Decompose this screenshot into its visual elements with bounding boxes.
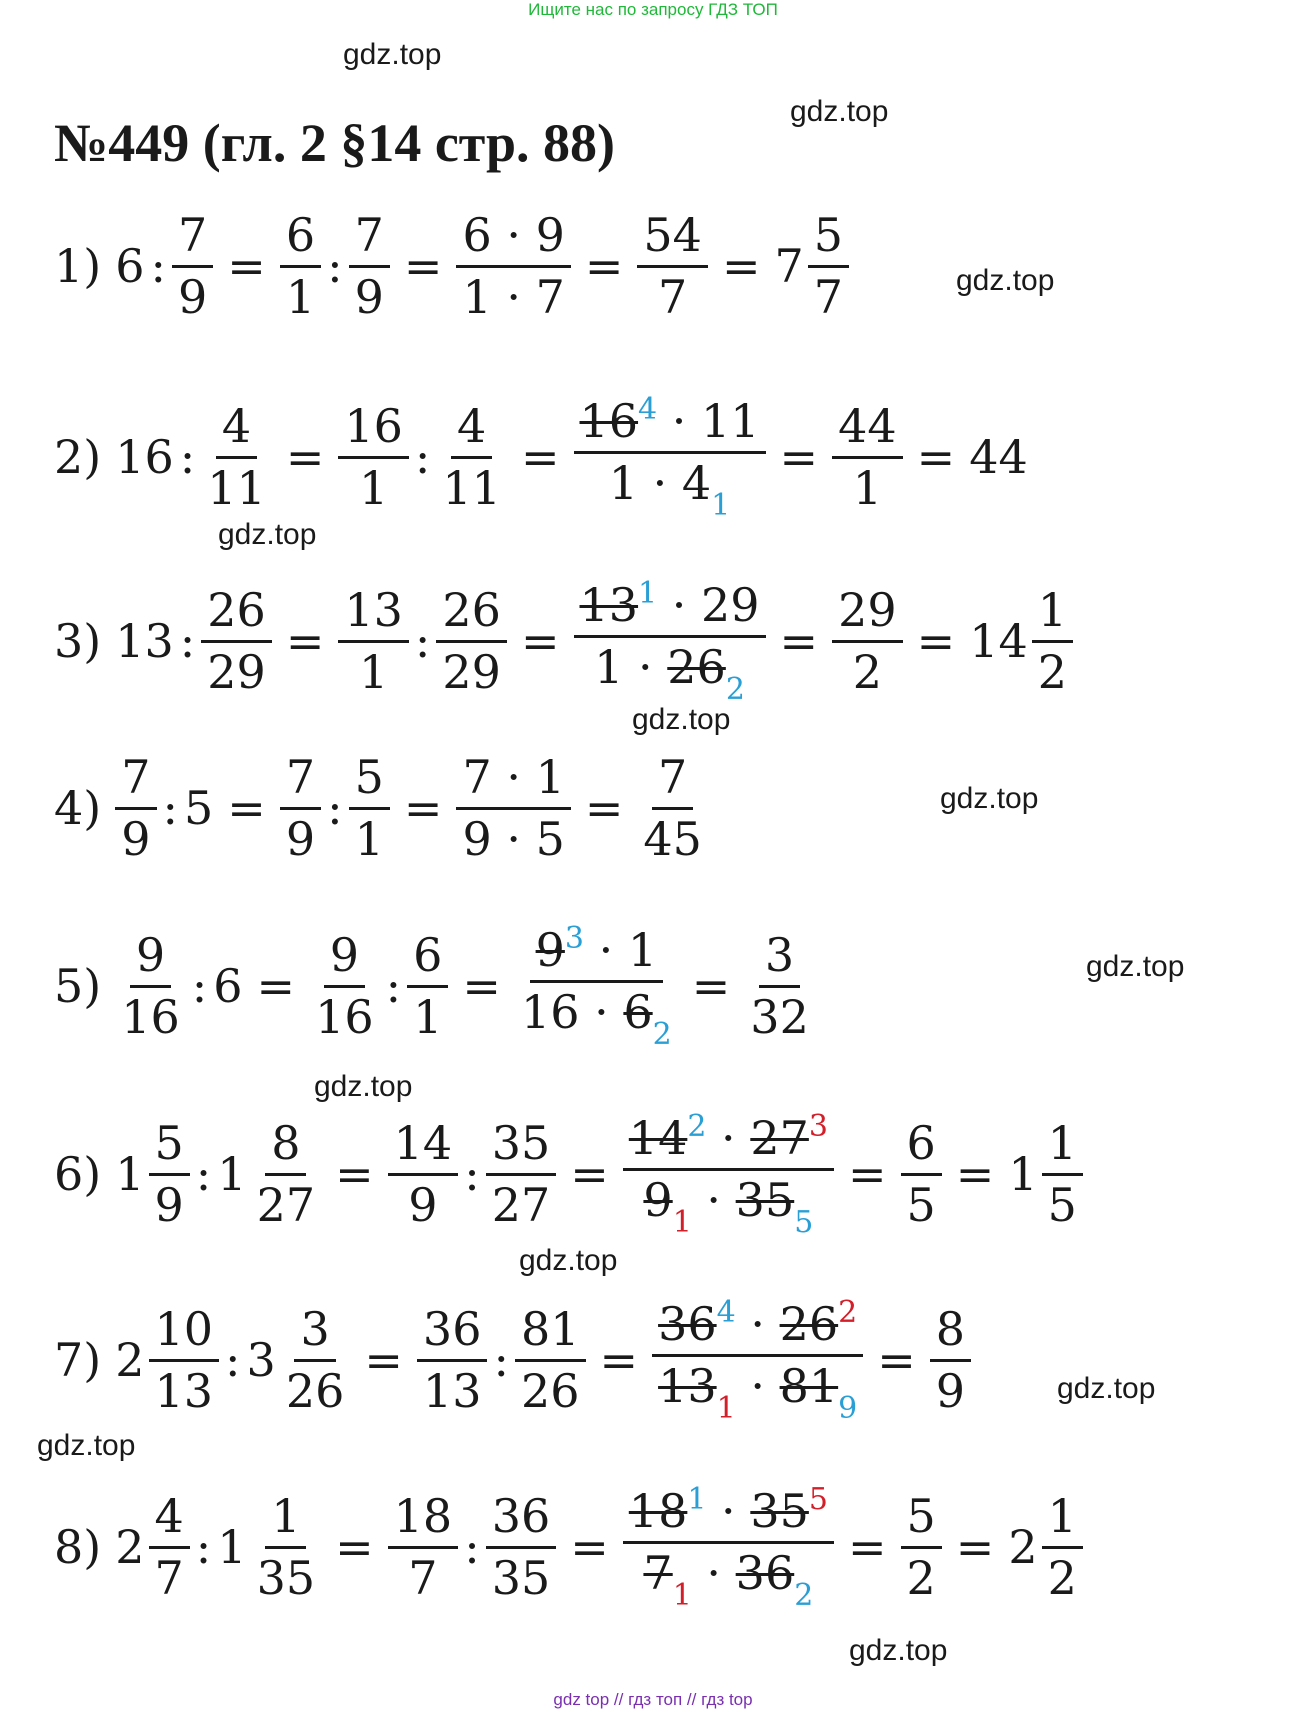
divide-sign: : <box>327 781 343 836</box>
fraction: $\frac{44}{1}$ <box>832 401 903 513</box>
watermark: gdz.top <box>940 782 1039 815</box>
fraction: $\frac{4}{11}$ <box>207 399 266 515</box>
watermark: gdz.top <box>790 95 889 128</box>
equals-sign: = <box>256 959 296 1014</box>
equals-sign: = <box>227 781 266 836</box>
fraction: $\frac{81}{26}$ <box>515 1304 586 1416</box>
bottom-banner: gdz top // гдз топ // гдз top <box>553 1690 753 1709</box>
page-title: №449 (гл. 2 §14 стр. 88) <box>54 113 615 173</box>
fraction: $\frac{5}{2}$ <box>901 1491 942 1603</box>
fraction: $\frac{26}{29}$ <box>436 585 507 697</box>
divide-sign: : <box>327 239 343 294</box>
fraction: $\frac{29}{2}$ <box>832 585 903 697</box>
fraction: $\frac{14}{9}$ <box>388 1118 459 1230</box>
equals-sign: = <box>721 239 761 294</box>
cancellation-fraction: $\frac{18^1 \cdot 35^5}{7_1 \cdot 36_2}$ <box>623 1483 834 1612</box>
whole-part: 1 <box>217 1520 247 1575</box>
fraction: $\frac{36}{35}$ <box>486 1491 557 1603</box>
equals-sign: = <box>584 239 624 294</box>
watermark: gdz.top <box>1057 1372 1156 1405</box>
watermark: gdz.top <box>218 518 317 551</box>
equals-sign: = <box>779 614 819 669</box>
problem-number: 1) <box>54 239 102 294</box>
problem-number: 4) <box>54 781 102 836</box>
fraction: $\frac{26}{29}$ <box>201 585 272 697</box>
equals-sign: = <box>584 781 624 836</box>
equals-sign: = <box>227 239 266 294</box>
watermark: gdz.top <box>37 1429 136 1462</box>
divide-sign: : <box>179 614 196 669</box>
problem-3 <box>54 577 1073 706</box>
fraction: $\frac{54}{7}$ <box>637 210 708 322</box>
fraction: $\frac{7}{9}$ <box>280 752 321 864</box>
problem-number: 7) <box>54 1333 102 1388</box>
problem-6 <box>54 1110 1083 1239</box>
divide-sign: : <box>162 781 178 836</box>
fraction: $\frac{36}{13}$ <box>417 1304 488 1416</box>
fraction: $\frac{8}{27}$ <box>256 1116 316 1232</box>
divide-sign: : <box>493 1333 509 1388</box>
divide-sign: : <box>179 430 196 485</box>
fraction: $\frac{10}{13}$ <box>149 1304 220 1416</box>
fraction: $\frac{3}{32}$ <box>750 928 809 1044</box>
cancellation-fraction: $\frac{14^2 \cdot 27^3}{9_1 \cdot 35_5}$ <box>623 1110 834 1239</box>
equals-sign: = <box>691 959 731 1014</box>
fraction: $\frac{6}{1}$ <box>407 930 448 1042</box>
watermark: gdz.top <box>1086 950 1185 983</box>
fraction: $\frac{35}{27}$ <box>486 1118 557 1230</box>
problem-number: 8) <box>54 1520 102 1575</box>
fraction: $\frac{7}{9}$ <box>349 210 390 322</box>
equals-sign: = <box>779 430 819 485</box>
fraction: $\frac{1}{2}$ <box>1042 1491 1083 1603</box>
whole-part: 2 <box>115 1333 145 1388</box>
fraction: $\frac{5}{9}$ <box>149 1118 190 1230</box>
divisor: 5 <box>184 781 214 836</box>
problem-8 <box>54 1483 1083 1612</box>
whole-part: 14 <box>969 614 1028 669</box>
equals-sign: = <box>335 1147 374 1202</box>
whole-part: 1 <box>1008 1147 1038 1202</box>
fraction: $\frac{1}{35}$ <box>256 1489 316 1605</box>
fraction: $\frac{5}{1}$ <box>349 752 390 864</box>
problem-1 <box>54 210 849 322</box>
equals-sign: = <box>877 1333 916 1388</box>
fraction: $\frac{6}{1}$ <box>280 210 321 322</box>
fraction: $\frac{6 \cdot 9}{1 \cdot 7}$ <box>456 210 570 322</box>
divisor: 6 <box>213 959 243 1014</box>
fraction: $\frac{8}{9}$ <box>930 1304 971 1416</box>
equals-sign: = <box>847 1520 887 1575</box>
dividend: 16 <box>115 430 174 485</box>
cancellation-fraction: $\frac{16^4 \cdot 11}{1 \cdot 4_1}$ <box>574 393 766 522</box>
divide-sign: : <box>414 614 431 669</box>
equals-sign: = <box>364 1333 403 1388</box>
equals-sign: = <box>520 614 560 669</box>
cancellation-fraction: $\frac{13^1 \cdot 29}{1 \cdot 26_2}$ <box>574 577 766 706</box>
problem-number: 3) <box>54 614 102 669</box>
whole-part: 7 <box>774 239 804 294</box>
fraction: $\frac{18}{7}$ <box>388 1491 459 1603</box>
problem-number: 2) <box>54 430 102 485</box>
watermark: gdz.top <box>849 1634 948 1667</box>
equals-sign: = <box>335 1520 374 1575</box>
equals-sign: = <box>285 614 325 669</box>
watermark: gdz.top <box>314 1070 413 1103</box>
fraction: $\frac{9}{16}$ <box>315 928 374 1044</box>
equals-sign: = <box>285 430 325 485</box>
problem-7 <box>54 1296 971 1425</box>
cancellation-fraction: $\frac{9^3 \cdot 1}{16 \cdot 6_2}$ <box>520 921 672 1052</box>
divide-sign: : <box>195 1147 212 1202</box>
fraction: $\frac{7}{9}$ <box>115 752 156 864</box>
fraction: $\frac{5}{7}$ <box>808 210 849 322</box>
problem-number: 6) <box>54 1147 102 1202</box>
equals-sign: = <box>403 781 443 836</box>
watermark: gdz.top <box>956 264 1055 297</box>
whole-part: 2 <box>115 1520 145 1575</box>
equals-sign: = <box>916 614 956 669</box>
equals-sign: = <box>462 959 501 1014</box>
problem-number: 5) <box>54 959 102 1014</box>
divide-sign: : <box>385 959 402 1014</box>
whole-part: 1 <box>217 1147 247 1202</box>
equals-sign: = <box>403 239 443 294</box>
divide-sign: : <box>464 1520 480 1575</box>
fraction: $\frac{9}{16}$ <box>121 928 180 1044</box>
result: 44 <box>969 430 1028 485</box>
equals-sign: = <box>599 1333 639 1388</box>
problem-2 <box>54 393 1028 522</box>
cancellation-fraction: $\frac{36^4 \cdot 26^2}{13_1 \cdot 81_9}$ <box>652 1296 863 1425</box>
divide-sign: : <box>225 1333 241 1388</box>
fraction: $\frac{7}{45}$ <box>643 750 702 866</box>
fraction: $\frac{1}{2}$ <box>1032 585 1073 697</box>
equals-sign: = <box>520 430 560 485</box>
dividend: 13 <box>115 614 174 669</box>
whole-part: 1 <box>115 1147 145 1202</box>
whole-part: 2 <box>1008 1520 1038 1575</box>
fraction: $\frac{4}{7}$ <box>149 1491 190 1603</box>
fraction: $\frac{6}{5}$ <box>901 1118 942 1230</box>
fraction: $\frac{3}{26}$ <box>285 1302 345 1418</box>
fraction: $\frac{4}{11}$ <box>442 399 501 515</box>
divide-sign: : <box>414 430 431 485</box>
fraction: $\frac{7 \cdot 1}{9 \cdot 5}$ <box>456 752 570 864</box>
dividend: 6 <box>115 239 145 294</box>
equals-sign: = <box>570 1147 609 1202</box>
fraction: $\frac{16}{1}$ <box>338 401 409 513</box>
watermark: gdz.top <box>632 703 731 736</box>
divide-sign: : <box>150 239 166 294</box>
equals-sign: = <box>847 1147 887 1202</box>
divide-sign: : <box>195 1520 212 1575</box>
divide-sign: : <box>191 959 208 1014</box>
watermark: gdz.top <box>519 1244 618 1277</box>
equals-sign: = <box>916 430 956 485</box>
equals-sign: = <box>570 1520 609 1575</box>
divide-sign: : <box>464 1147 480 1202</box>
fraction: $\frac{1}{5}$ <box>1042 1118 1083 1230</box>
watermark: gdz.top <box>343 38 442 71</box>
fraction: $\frac{7}{9}$ <box>172 210 213 322</box>
equals-sign: = <box>955 1147 995 1202</box>
top-banner: Ищите нас по запросу ГДЗ ТОП <box>528 0 778 19</box>
problem-4 <box>54 752 708 864</box>
problem-5 <box>54 922 815 1051</box>
fraction: $\frac{13}{1}$ <box>338 585 409 697</box>
whole-part: 3 <box>246 1333 276 1388</box>
equals-sign: = <box>955 1520 995 1575</box>
